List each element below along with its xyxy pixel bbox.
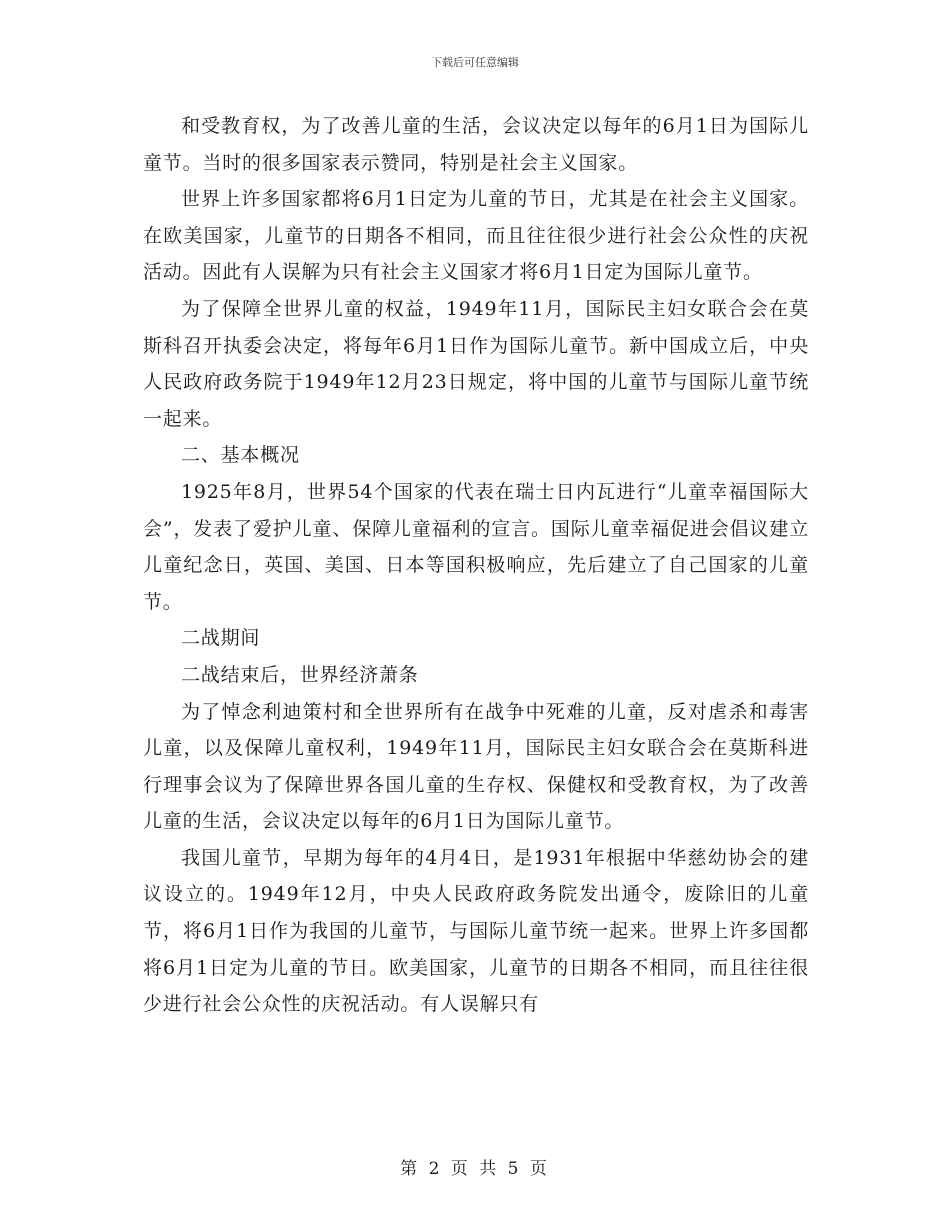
paragraph: 为了悼念利迪策村和全世界所有在战争中死难的儿童，反对虐杀和毒害儿童，以及保障儿童权利，1949年11月，国际民主妇女联合会在莫斯科进行理事会议为了保障世界各国儿童的生存权、保健权和受教育权，为了改善儿童的生活，会议决定以每年的6月1日为国际儿童节。 xyxy=(143,700,809,833)
paragraph: 1925年8月，世界54个国家的代表在瑞士日内瓦进行“儿童幸福国际大会”，发表了爱护儿童、保障儿童福利的宣言。国际儿童幸福促进会倡议建立儿童纪念日，英国、美国、日本等国积极响应，先后建立了自己国家的儿童节。 xyxy=(143,480,809,613)
paragraph: 和受教育权，为了改善儿童的生活，会议决定以每年的6月1日为国际儿童节。当时的很多国家表示赞同，特别是社会主义国家。 xyxy=(143,115,809,174)
document-body xyxy=(143,108,809,1023)
subheading: 二战期间 xyxy=(181,627,261,650)
paragraph: 为了保障全世界儿童的权益，1949年11月，国际民主妇女联合会在莫斯科召开执委会决定，将每年6月1日作为国际儿童节。新中国成立后，中央人民政府政务院于1949年12月23日规定，将中国的儿童节与国际儿童节统一起来。 xyxy=(143,297,809,430)
paragraph: 世界上许多国家都将6月1日定为儿童的节日，尤其是在社会主义国家。在欧美国家，儿童节的日期各不相同，而且往往很少进行社会公众性的庆祝活动。因此有人误解为只有社会主义国家才将6月1日定为国际儿童节。 xyxy=(143,188,809,284)
page-number-footer: 第 2 页 共 5 页 xyxy=(400,1159,550,1179)
paragraph: 我国儿童节，早期为每年的4月4日，是1931年根据中华慈幼协会的建议设立的。1949年12月，中央人民政府政务院发出通令，废除旧的儿童节，将6月1日作为我国的儿童节，与国际儿童节统一起来。世界上许多国都将6月1日定为儿童的节日。欧美国家，儿童节的日期各不相同，而且往往很少进行社会公众性的庆祝活动。有人误解只有 xyxy=(143,846,809,1016)
subheading: 二战结束后，世界经济萧条 xyxy=(181,663,419,686)
section-heading: 二、基本概况 xyxy=(181,444,300,467)
page-header-note: 下载后可任意编辑 xyxy=(431,56,519,69)
